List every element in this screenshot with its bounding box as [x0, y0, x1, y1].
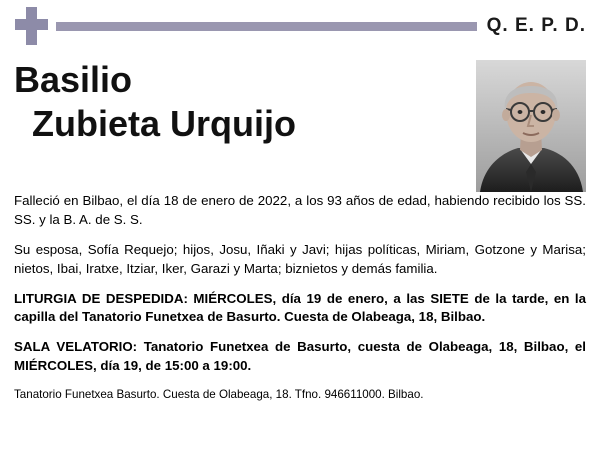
name-block [0, 52, 600, 192]
notice-body [0, 192, 600, 376]
paragraph-family: Su esposa, Sofía Requejo; hijos, Josu, Iñaki y Javi; hijas políticas, Miriam, Gotzone y Marisa; nietos, Ibai, Iratxe, Itziar, Iker, Garazi y Marta; biznietos y demás familia. [14, 241, 586, 276]
funeral-home-footer: Tanatorio Funetxea Basurto. Cuesta de Olabeaga, 18. Tfno. 946611000. Bilbao. [14, 388, 424, 401]
deceased-first-name: Basilio [14, 59, 133, 100]
paragraph-death-notice: Falleció en Bilbao, el día 18 de enero de 2022, a los 93 años de edad, habiendo recibido los SS. SS. y la B. A. de S. S. [14, 193, 586, 227]
cross-icon [14, 7, 48, 45]
notice-header [0, 0, 600, 52]
deceased-last-name: Zubieta Urquijo [32, 102, 296, 144]
paragraph-funeral-liturgy: LITURGIA DE DESPEDIDA: MIÉRCOLES, día 19 de enero, a las SIETE de la tarde, en la capilla del Tanatorio Funetxea de Basurto. Cuesta de Olabeaga, 18, Bilbao. [14, 290, 586, 325]
header-rule [56, 22, 477, 31]
qepd-label: Q. E. P. D. [486, 15, 586, 36]
deceased-portrait [476, 60, 586, 192]
paragraph-wake-room: SALA VELATORIO: Tanatorio Funetxea de Basurto, cuesta de Olabeaga, 18, Bilbao, el MIÉRCOLES, día 19, de 15:00 a 19:00. [14, 339, 586, 374]
